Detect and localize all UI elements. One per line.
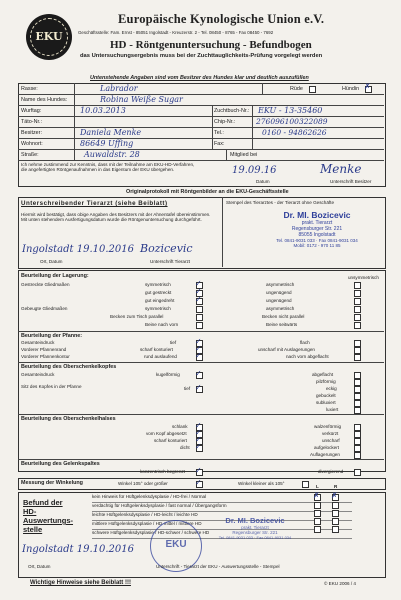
lagerung-right-checkbox[interactable]: [354, 306, 361, 313]
check-mark: ✓: [195, 351, 202, 360]
kopf-right-checkbox[interactable]: [354, 372, 361, 379]
lagerung-right-checkbox[interactable]: [354, 282, 361, 289]
label-strasse: Straße:: [21, 152, 39, 158]
owner-section-heading: Untenstehende Angaben sind vom Besitzer des Hundes klar und deutlich auszufüllen: [90, 75, 309, 81]
kopf-gesamteindruck: Gesamteindruck: [21, 372, 55, 377]
label-tel: Tel.:: [214, 130, 224, 136]
lagerung-right-checkbox[interactable]: [354, 290, 361, 297]
value-rasse: Labrador: [100, 84, 138, 93]
kopf-sitz-label: Sitz des Kopfes in der Pfanne: [21, 384, 82, 389]
lagerung-unsym-header: unsymmetrisch: [348, 275, 379, 280]
lagerung-left-checkbox[interactable]: [196, 314, 203, 321]
checkbox-ruede[interactable]: [309, 86, 316, 93]
stamp-street: Regensburger Str. 221: [291, 226, 343, 232]
check-mark: ✓: [195, 279, 202, 288]
kopf-title: Beurteilung des Oberschenkelkopfes: [21, 364, 117, 370]
stamp-city: 85055 Ingolstadt: [298, 232, 336, 238]
label-rasse: Rasse:: [21, 86, 38, 92]
befund-date: Ingolstadt 19.10.2016: [22, 544, 134, 555]
pfanne-row-label: Vorderer Pfannenrand: [21, 347, 67, 352]
lagerung-right-checkbox[interactable]: [354, 298, 361, 305]
value-tel: 0160 - 94862626: [262, 128, 327, 137]
befund-checkbox-l[interactable]: [314, 526, 321, 533]
check-mark: ✓: [195, 421, 202, 430]
label-chip: Chip-Nr.:: [214, 119, 236, 125]
label-ruede: Rüde: [290, 86, 303, 92]
winkelung-title: Messung der Winkelung: [21, 480, 83, 486]
org-title: Europäische Kynologische Union e.V.: [118, 12, 325, 26]
pfanne-left-option: scharf konturiert: [140, 347, 173, 352]
befund-label-line: HD-: [23, 507, 37, 516]
hals-right-option: verkürzt: [322, 431, 339, 436]
lagerung-left-option: symmetrisch: [145, 282, 171, 287]
hals-left-option: dicht: [180, 445, 190, 450]
lagerung-right-option: asymmetrisch: [266, 306, 295, 311]
kopf-sitz-right-checkbox[interactable]: [354, 407, 361, 414]
lagerung-right-checkbox[interactable]: [354, 322, 361, 329]
stamp-heading: Stempel des Tierarztes - der Tierarzt ohne Geschäfte: [226, 200, 335, 205]
befund-option: verdächtig für Hüftgelenksdysplasie / fast normal / Übergangsform: [92, 503, 352, 512]
gelenkspalt-title: Beurteilung des Gelenkspaltes: [21, 461, 100, 467]
label-mitglied: Mitglied bei: [230, 152, 258, 158]
kopf-sitz-left: tief: [184, 386, 191, 391]
stamp-phone: Tel. 0841-9031 033 · Fax 0841-9031 034: [276, 238, 358, 243]
vet-stamp: [252, 210, 382, 248]
lagerung-left-checkbox[interactable]: [196, 306, 203, 313]
stamp-name: Dr. MI. Bozicevic: [283, 210, 351, 220]
check-mark: ✓: [195, 478, 202, 487]
label-wohnort: Wohnort:: [21, 141, 43, 147]
footer-note-owner: Originalprotokoll mit Röntgenbilder an die EKU-Geschäftsstelle: [126, 189, 289, 195]
check-mark: ✓: [195, 344, 202, 353]
hals-right-option: Auflagerungen: [310, 452, 340, 457]
hals-right-checkbox[interactable]: [354, 452, 361, 459]
form-title: HD - Röntgenuntersuchung - Befundbogen: [110, 39, 312, 51]
lagerung-row-label: Gebeugte Gliedmaßen: [21, 306, 68, 311]
befund-checkbox-r[interactable]: [332, 518, 339, 525]
label-name: Name des Hundes:: [21, 97, 68, 103]
hals-right-option: unscharf: [322, 438, 340, 443]
eku-seal-text: EKU: [165, 539, 187, 550]
label-datum: Datum: [256, 179, 270, 184]
hals-title: Beurteilung des Oberschenkelhalses: [21, 416, 116, 422]
befund-option: mittlere Hüftgelenksdysplasie / HD-mittel / mittlere HD: [92, 521, 352, 530]
check-mark: ✗: [313, 491, 320, 500]
winkelung-left: Winkel 105° oder größer: [118, 481, 168, 486]
befund-label-line: Auswertungs-: [23, 516, 74, 525]
lagerung-right-option: Beine seitwärts: [266, 322, 298, 327]
lagerung-title: Beurteilung der Lagerung:: [21, 273, 89, 279]
befund-checkbox-r[interactable]: [332, 502, 339, 509]
value-wohnort: 86649 Uffing: [80, 139, 134, 148]
hals-right-option: walzenförmig: [314, 424, 342, 429]
vet-heading: Unterschreibender Tierarzt (siehe Beiblatt): [21, 200, 168, 207]
kopf-right-checkbox[interactable]: [354, 379, 361, 386]
eku-logo: [26, 14, 72, 60]
lagerung-left-option: gut gestreckt: [145, 290, 172, 295]
hals-right-checkbox[interactable]: [354, 431, 361, 438]
check-mark: ✓: [195, 287, 202, 296]
hals-right-checkbox[interactable]: [354, 424, 361, 431]
check-mark: ✓: [195, 466, 202, 475]
lagerung-right-option: asymmetrisch: [266, 282, 295, 287]
pfanne-right-option: unscharf mit Auslagerungen: [258, 347, 315, 352]
kopf-right-option: gebuckelt: [316, 393, 336, 398]
lagerung-row-label: Gestreckte Gliedmaßen: [21, 282, 70, 287]
check-mark: ✓: [195, 369, 202, 378]
check-mark: ✓: [195, 435, 202, 444]
gelenkspalt-left: konzentrisch begrenzt: [140, 469, 185, 474]
pfanne-right-checkbox[interactable]: [354, 354, 361, 361]
befund-label-line: stelle: [23, 525, 43, 534]
kopf-right-option: pilzförmig: [316, 379, 336, 384]
check-mark: ✓: [195, 383, 202, 392]
befund-header-l: L: [316, 484, 319, 489]
kopf-right-checkbox[interactable]: [354, 393, 361, 400]
befund-checkbox-r[interactable]: [332, 510, 339, 517]
vet-unterschrift: Unterschrift Tierarzt: [150, 259, 191, 264]
value-name: Robina Weiße Sugar: [100, 95, 183, 104]
befund-checkbox-r[interactable]: [332, 526, 339, 533]
hals-left-option: vom Kopf abgesetzt: [146, 431, 187, 436]
value-besitzer: Daniela Menke: [80, 128, 142, 137]
logo-text: EKU: [35, 30, 63, 43]
lagerung-right-option: ungenügend: [266, 298, 292, 303]
winkelung-right: Winkel kleiner als 105°: [238, 481, 285, 486]
label-taeto: Täto-Nr.:: [21, 119, 42, 125]
form-note: das Untersuchungsergebnis muss bei der Zuchttauglichkeits-Prüfung vorgelegt werden: [80, 53, 323, 59]
befund-checkbox-l[interactable]: [314, 518, 321, 525]
kopf-sitz-right-checkbox[interactable]: [354, 400, 361, 407]
copyright: © EKU 2006 / 4: [324, 581, 356, 586]
lagerung-left-option: gut eingedreht: [145, 298, 175, 303]
befund-stamp-phone: Tel. 0841-9031 033 · Fax 0841-9031 034: [218, 535, 292, 540]
pfanne-row-label: Vorderer Pfannenkontur: [21, 354, 70, 359]
office-address: Geschäftsstelle: Fam. Ernst - 85051 Ingolstadt - Kreuzerstr. 2 - Tel. 08450 - 8765 - Fax 08450 - 7692: [78, 30, 274, 35]
kopf-right-option: eckig: [326, 386, 337, 391]
huendin-check-mark: ✗: [364, 82, 371, 91]
value-zuchtbuch: EKU - 13-35460: [258, 106, 323, 115]
lagerung-left-option: symmetrisch: [145, 306, 171, 311]
pfanne-right-checkbox[interactable]: [354, 340, 361, 347]
befund-header-r: R: [334, 484, 338, 489]
hals-left-option: scharf konturiert: [154, 438, 187, 443]
befund-stamp-role: prakt. Tierarzt: [241, 525, 269, 530]
kopf-right-option: abgeflacht: [312, 372, 334, 377]
winkelung-right-checkbox[interactable]: [302, 481, 309, 488]
check-mark: ✓: [195, 428, 202, 437]
hals-right-option: aufgelockert: [314, 445, 340, 450]
hals-left-option: schlank: [172, 424, 188, 429]
value-datum: 19.09.16: [232, 165, 277, 176]
befund-option: kein Hinweis für Hüftgelenksdysplasie / HD-frei / Normal: [92, 494, 352, 503]
pfanne-left-option: tief: [170, 340, 177, 345]
pfanne-right-checkbox[interactable]: [354, 347, 361, 354]
label-besitzer: Besitzer:: [21, 130, 42, 136]
befund-stamp-name: Dr. MI. Bozicevic: [225, 516, 285, 525]
hals-right-checkbox[interactable]: [354, 445, 361, 452]
label-unterschrift-besitzer: Unterschrift Besitzer: [330, 179, 372, 184]
stamp-mobile: Mobil: 0172 - 970 11 85: [293, 243, 341, 248]
vet-date: Ingolstadt 19.10.2016: [22, 244, 134, 255]
befund-option: schwere Hüftgelenksdysplasie / HD-schwer / schwere HD: [92, 530, 352, 539]
kopf-sitz-right: subluxiert: [316, 400, 336, 405]
befund-unterschrift: Unterschrift - Tierarzt der EKU - Auswertungsstelle - Stempel: [156, 564, 280, 569]
check-mark: ✗: [331, 491, 338, 500]
lagerung-right-option: ungenügend: [266, 290, 292, 295]
vet-signature: Bozicevic: [140, 242, 193, 255]
pfanne-left-option: rund auslaufend: [144, 354, 177, 359]
befund-ort-datum: Ort, Datum: [28, 564, 51, 569]
pfanne-row-label: Gesamteindruck: [21, 340, 55, 345]
label-wurftag: Wurftag:: [21, 108, 42, 114]
consent-text: Ich nehme zustimmend zur Kenntnis, dass mit der Teilnahme am EKU-HD-Verfahren, die angefertigten Röntgenaufnahmen in das Eigentum der EKU übergehen.: [21, 162, 195, 173]
befund-stamp-street: Regensburger Str. 221: [232, 530, 278, 535]
lagerung-right-checkbox[interactable]: [354, 314, 361, 321]
lagerung-left-checkbox[interactable]: [196, 322, 203, 329]
pfanne-title: Beurteilung der Pfanne:: [21, 333, 83, 339]
kopf-left-option: kugelförmig: [156, 372, 180, 377]
label-fax: Fax:: [214, 141, 225, 147]
check-mark: ✓: [195, 295, 202, 304]
value-chip: 276096100322089: [256, 117, 328, 126]
check-mark: ✓: [195, 337, 202, 346]
gelenkspalt-right-checkbox[interactable]: [354, 469, 361, 476]
lagerung-left-option: Beine nach vorn: [145, 322, 179, 327]
kopf-right-checkbox[interactable]: [354, 386, 361, 393]
stamp-role: prakt. Tierarzt: [301, 220, 333, 226]
check-mark: ✓: [195, 442, 202, 451]
befund-label-line: Befund der: [23, 498, 63, 507]
befund-option: leichte Hüftgelenksdysplasie / HD-leicht / leichte HD: [92, 512, 352, 521]
befund-label: [23, 498, 73, 534]
pfanne-right-option: nach vorn abgeflacht: [286, 354, 329, 359]
owner-signature: Menke: [320, 162, 362, 176]
befund-checkbox-l[interactable]: [314, 502, 321, 509]
pfanne-right-option: flach: [300, 340, 310, 345]
hinweis-link[interactable]: Wichtige Hinweise siehe Beiblatt !!!: [30, 580, 131, 586]
lagerung-left-option: Becken zum Tisch parallel: [110, 314, 164, 319]
label-zuchtbuch: Zuchtbuch-Nr.:: [214, 108, 250, 114]
kopf-sitz-right: luxiert: [326, 407, 339, 412]
value-strasse: Auwaldstr. 28: [84, 150, 140, 159]
lagerung-right-option: Becken nicht parallel: [262, 314, 305, 319]
gelenkspalt-right: divergierend: [318, 469, 344, 474]
hals-right-checkbox[interactable]: [354, 438, 361, 445]
label-huendin: Hündin: [342, 86, 360, 92]
vet-ort-datum: Ort, Datum: [40, 259, 63, 264]
befund-checkbox-l[interactable]: [314, 510, 321, 517]
befund-vet-stamp: [200, 516, 310, 540]
vet-declaration: Hiermit wird bestätigt, dass obige Angaben des Besitzers mit der Ahnentafel übereinstimmen. Mit unten stehendem Ausfertigungsdatum wurde die Röntgenuntersuchung durchgeführt.: [21, 212, 211, 223]
value-wurftag: 10.03.2013: [80, 106, 126, 115]
